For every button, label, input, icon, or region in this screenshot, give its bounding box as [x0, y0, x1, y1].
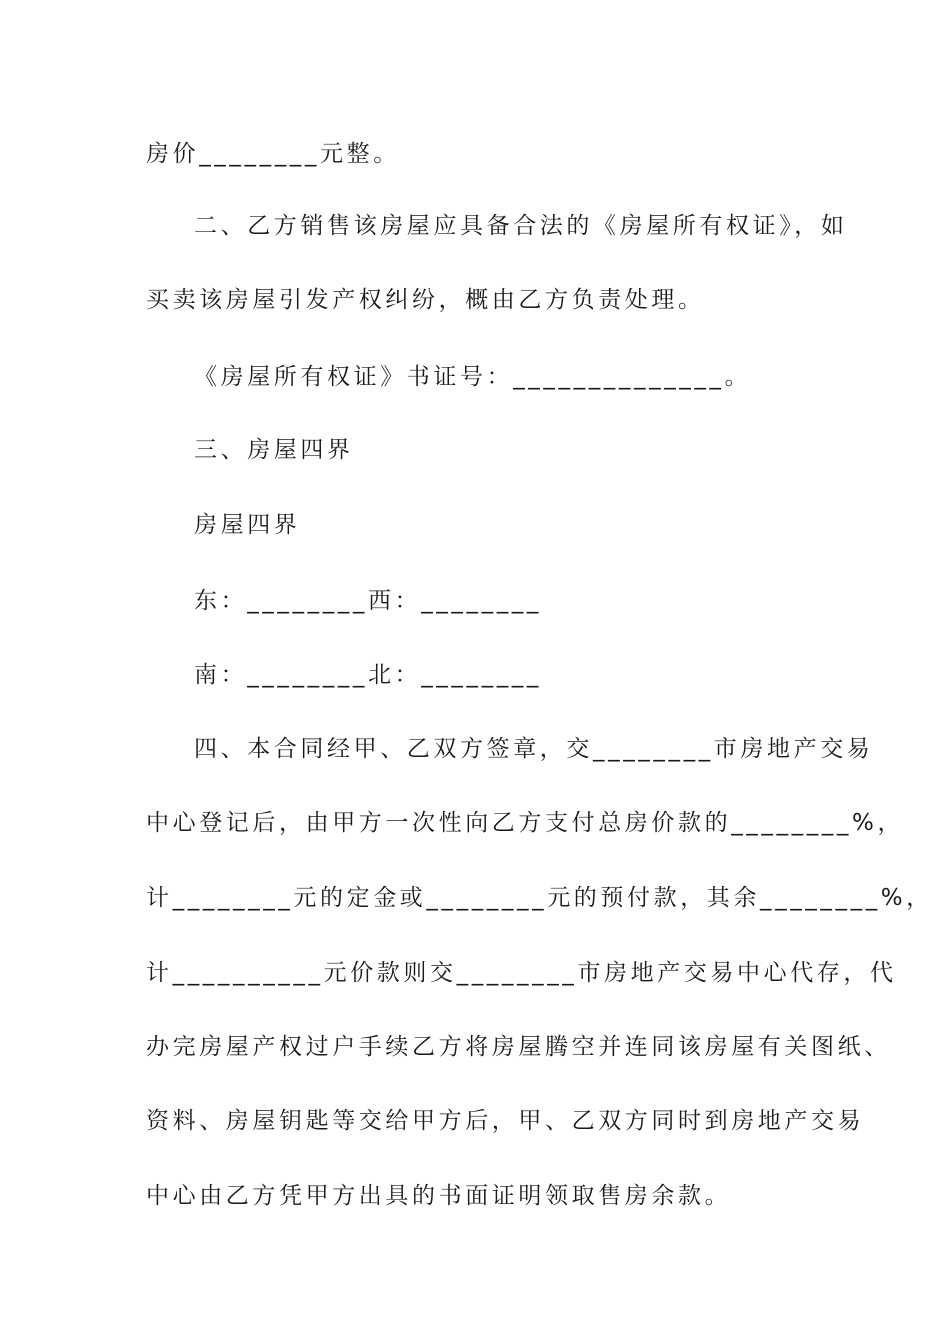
- text-line-south-north: 南：________北：________: [194, 662, 542, 688]
- text-line-east-west: 东：________西：________: [194, 588, 542, 614]
- text-line-clause-4: 四、本合同经甲、乙双方签章，交________市房地产交易: [194, 736, 874, 762]
- text-line-clause-4-cont-6: 中心由乙方凭甲方出具的书面证明领取售房余款。: [146, 1183, 732, 1209]
- text-line-clause-2-cont: 买卖该房屋引发产权纠纷，概由乙方负责处理。: [146, 287, 705, 313]
- text-line-certificate-number: 《房屋所有权证》书证号：______________。: [194, 364, 752, 390]
- text-line-house-price: 房价________元整。: [146, 141, 400, 167]
- text-line-clause-3-heading: 三、房屋四界: [194, 437, 354, 463]
- text-line-clause-2: 二、乙方销售该房屋应具备合法的《房屋所有权证》，如: [194, 213, 848, 239]
- text-line-clause-4-cont-1: 中心登记后，由甲方一次性向乙方支付总房价款的________%，: [146, 810, 905, 836]
- text-line-clause-4-cont-3: 计__________元价款则交________市房地产交易中心代存，代: [146, 960, 897, 986]
- text-line-clause-4-cont-5: 资料、房屋钥匙等交给甲方后，甲、乙双方同时到房地产交易: [146, 1108, 865, 1134]
- text-line-boundaries-label: 房屋四界: [194, 512, 301, 538]
- text-line-clause-4-cont-4: 办完房屋产权过户手续乙方将房屋腾空并连同该房屋有关图纸、: [146, 1034, 891, 1060]
- text-line-clause-4-cont-2: 计________元的定金或________元的预付款，其余________%，: [146, 885, 933, 911]
